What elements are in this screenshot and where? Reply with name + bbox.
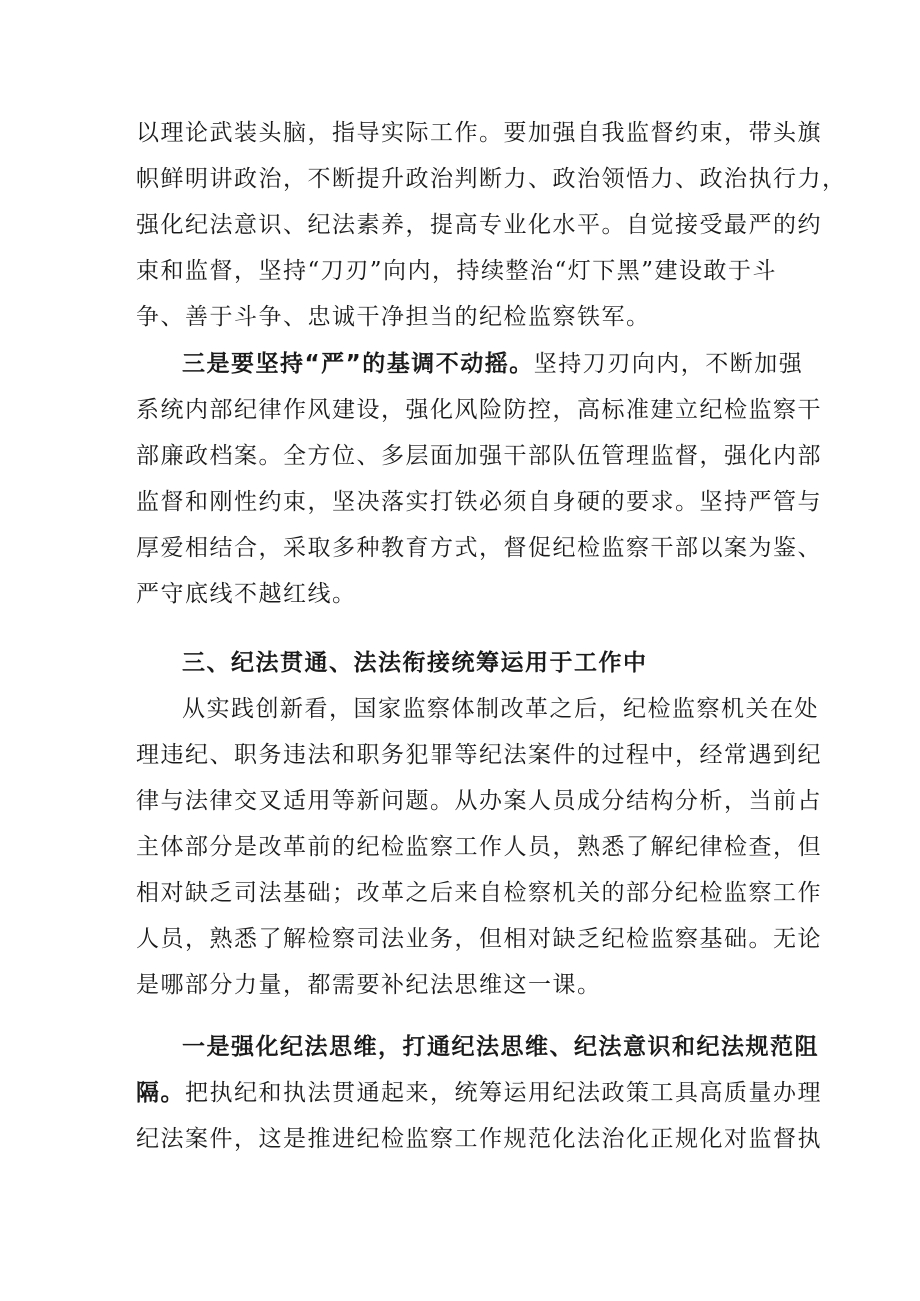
paragraph-4-line-6: [136, 916, 822, 962]
paragraph-4-line-3: [136, 778, 822, 824]
paragraph-2-line-2-text: 系统内部纪律作风建设，强化风险防控，高标准建立纪检监察干: [136, 397, 822, 423]
paragraph-2-line-4: [136, 479, 822, 525]
paragraph-4-line-1: [182, 686, 819, 732]
paragraph-5-line-2: [136, 1070, 822, 1116]
paragraph-4-line-7-text: 是哪部分力量，都需要补纪法思维这一课。: [136, 972, 602, 998]
paragraph-2-line-6: [136, 571, 357, 617]
section-heading-text: 三、纪法贯通、法法衔接统筹运用于工作中: [182, 650, 648, 676]
paragraph-2-line-3-text: 部廉政档案。全方位、多层面加强干部队伍管理监督，强化内部: [136, 443, 822, 469]
paragraph-2-heading: 三是要坚持“严”的基调不动摇。: [182, 351, 534, 377]
paragraph-1-line-1-text: 以理论武装头脑，指导实际工作。要加强自我监督约束，带头旗: [136, 120, 822, 146]
paragraph-2-line-3: [136, 433, 822, 479]
section-heading: [182, 640, 648, 686]
paragraph-5-line-3-text: 纪法案件，这是推进纪检监察工作规范化法治化正规化对监督执: [136, 1126, 822, 1152]
paragraph-1-line-2-text: 帜鲜明讲政治，不断提升政治判断力、政治领悟力、政治执行力，: [136, 166, 847, 192]
paragraph-4-line-1-text: 从实践创新看，国家监察体制改革之后，纪检监察机关在处: [182, 696, 819, 722]
paragraph-1-line-4: [136, 248, 777, 294]
paragraph-2-line-1: [182, 341, 803, 387]
paragraph-2-line-1-text: 坚持刀刃向内，不断加强: [533, 351, 804, 377]
paragraph-2-line-6-text: 严守底线不越红线。: [136, 581, 357, 607]
paragraph-5-line-1: [182, 1024, 819, 1070]
paragraph-4-line-3-text: 律与法律交叉适用等新问题。从办案人员成分结构分析，当前占: [136, 788, 822, 814]
paragraph-4-line-4: [136, 824, 822, 870]
paragraph-1-line-1: [136, 110, 822, 156]
paragraph-4-line-2-text: 理违纪、职务违法和职务犯罪等纪法案件的过程中，经常遇到纪: [136, 742, 822, 768]
paragraph-2-line-5: [136, 525, 822, 571]
paragraph-5-heading-part-2: 隔。: [136, 1080, 185, 1106]
paragraph-2-line-5-text: 厚爱相结合，采取多种教育方式，督促纪检监察干部以案为鉴、: [136, 535, 822, 561]
paragraph-5-line-2-text: 把执纪和执法贯通起来，统筹运用纪法政策工具高质量办理: [185, 1080, 822, 1106]
paragraph-1-line-3-text: 强化纪法意识、纪法素养，提高专业化水平。自觉接受最严的约: [136, 212, 822, 238]
paragraph-4-line-6-text: 人员，熟悉了解检察司法业务，但相对缺乏纪检监察基础。无论: [136, 926, 822, 952]
paragraph-2-line-4-text: 监督和刚性约束，坚决落实打铁必须自身硬的要求。坚持严管与: [136, 489, 822, 515]
paragraph-5-heading-part-1: 一是强化纪法思维，打通纪法思维、纪法意识和纪法规范阻: [182, 1034, 819, 1060]
paragraph-4-line-5-text: 相对缺乏司法基础；改革之后来自检察机关的部分纪检监察工作: [136, 880, 822, 906]
paragraph-1-line-4-text: 束和监督，坚持“刀刃”向内，持续整治“灯下黑”建设敢于斗: [136, 258, 778, 284]
paragraph-1-line-3: [136, 202, 822, 248]
paragraph-1-line-5-text: 争、善于斗争、忠诚干净担当的纪检监察铁军。: [136, 304, 651, 330]
paragraph-4-line-7: [136, 962, 602, 1008]
paragraph-1-line-5: [136, 294, 651, 340]
paragraph-5-line-3: [136, 1116, 822, 1162]
paragraph-4-line-4-text: 主体部分是改革前的纪检监察工作人员，熟悉了解纪律检查，但: [136, 834, 822, 860]
paragraph-4-line-2: [136, 732, 822, 778]
paragraph-1-line-2: [136, 156, 847, 202]
paragraph-4-line-5: [136, 870, 822, 916]
paragraph-2-line-2: [136, 387, 822, 433]
